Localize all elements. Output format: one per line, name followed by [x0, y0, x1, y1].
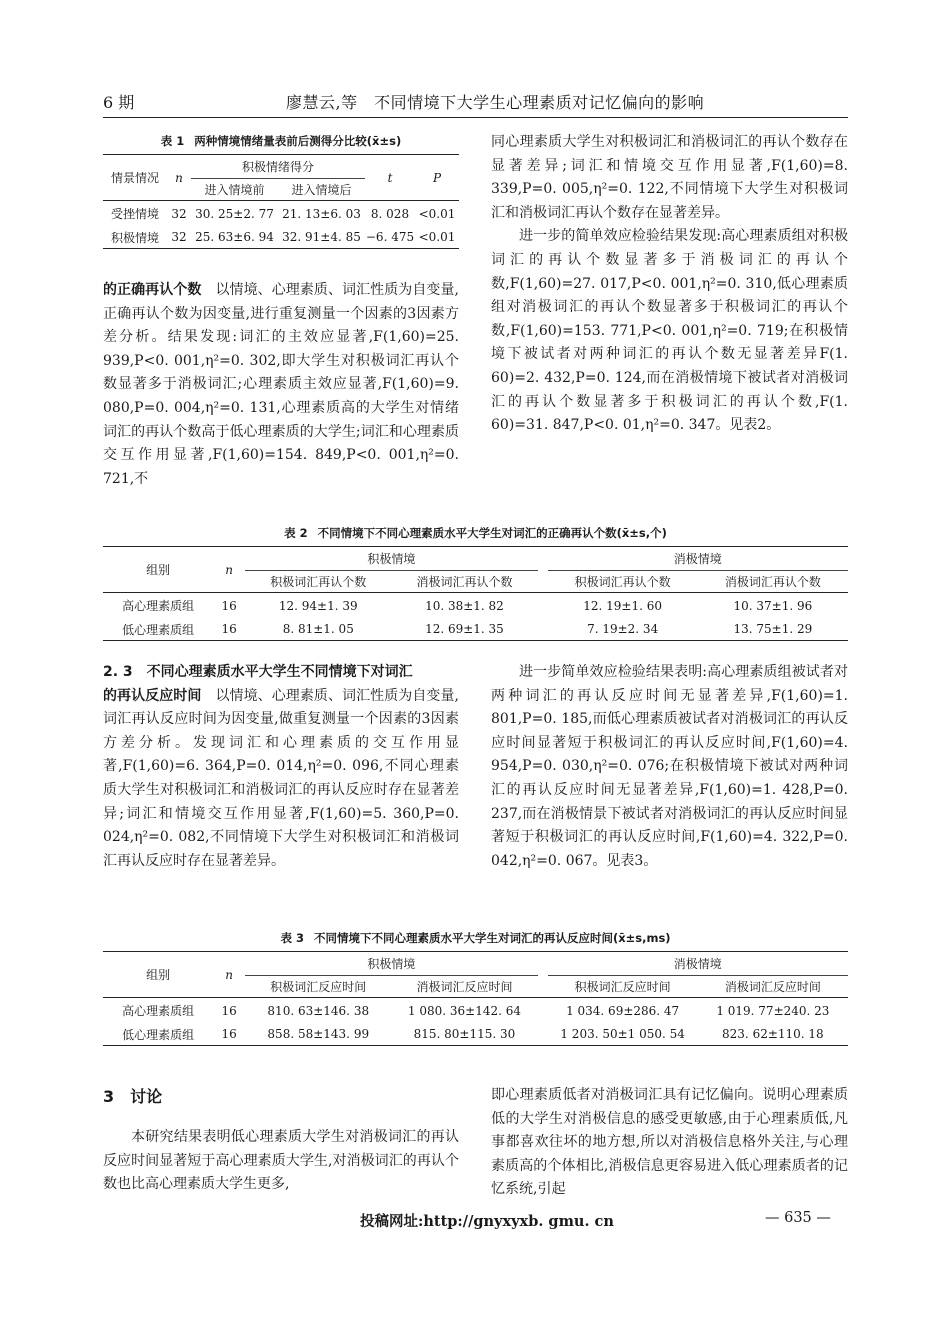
table-row — [103, 227, 459, 249]
table2-cell: 高心理素质组 — [122, 599, 195, 614]
discussion-right-text: 即心理素质低者对消极词汇具有记忆偏向。说明心理素质低的大学生对消极信息的感受更敏感,由于心理素质低,凡事都喜欢往坏的地方想,所以对消极信息格外关注,与心理素质高的个体相比,消极信息更容易进入低心理素质者的记忆系统,引起 — [491, 1087, 848, 1198]
table1-col-t: t — [365, 155, 415, 201]
table1-col-after: 进入情境后 — [278, 179, 365, 201]
table2-sub-neg-1: 消极词汇再认个数 — [391, 571, 537, 593]
table3-title: 不同情境下不同心理素质水平大学生对词汇的再认反应时间(x̄±s,ms) — [313, 931, 671, 945]
table-row — [103, 998, 848, 1024]
table1-cell: 21. 13±6. 03 — [282, 206, 361, 221]
table1-col-scene: 情景情况 — [103, 155, 167, 201]
table2-cell: 16 — [213, 619, 245, 641]
left-paragraph-2 — [103, 661, 459, 873]
left-text-1: 以情境、心理素质、词汇性质为自变量,正确再认个数为因变量,进行重复测量一个因素的3因素方差分析。结果发现:词汇的主效应显著,F(1,60)=25. 939,P<0. 001,η²=0. 302,即大学生对积极词汇再认个数显著多于消极词汇;心理素质主效应显著,F(1,60)=9. 080,P=0. 004,η²=0. 131,心理素质高的大学生对情绪词汇的再认个数高于低心理素质的大学生;词汇和心理素质交互作用显著,F(1,60)=154. 849,P<0. 001,η²=0. 721,不 — [103, 282, 460, 487]
table3-col-group: 组别 — [103, 952, 213, 998]
table3-gap — [538, 976, 548, 998]
running-title: 廖慧云,等 不同情境下大学生心理素质对记忆偏向的影响 — [286, 93, 705, 112]
table3-cell: 16 — [221, 1003, 237, 1018]
header-rule — [103, 117, 848, 118]
table-row — [103, 593, 848, 619]
table2-title: 不同情境下不同心理素质水平大学生对词汇的正确再认个数(x̄±s,个) — [317, 526, 667, 540]
right-paragraph-1b: 进一步的简单效应检验结果发现:高心理素质组对积极词汇的再认个数显著多于消极词汇的再认个数,F(1,60)=27. 017,P<0. 001,η²=0. 310,低心理素质组对消极词汇的再认个数显著多于积极词汇的再认个数,F(1,60)=153. 771,P<0. 001,η²=0. 719;在积极情境下被试者对两种词汇的再认个数无显著差异F(1. 60)=2. 432,P=0. 124,而在消极情境下被试者对消极词汇的再认个数显著多于积极词汇的再认个数,F(1. 60)=31. 847,P<0. 01,η²=0. 347。见表2。 — [491, 228, 848, 434]
table1-cell: 25. 63±6. 94 — [191, 227, 278, 249]
table3-cell: 高心理素质组 — [122, 1004, 195, 1019]
table3-cell: 1 203. 50±1 050. 54 — [548, 1024, 698, 1046]
table1-cell: 32 — [167, 227, 191, 249]
table1-title: 两种情境情绪量表前后测得分比较(x̄±s) — [194, 134, 402, 148]
table2-caption — [103, 525, 848, 541]
table3-cell: 1 034. 69±286. 47 — [566, 1003, 680, 1018]
submission-url: 投稿网址:http://gnyxyxb. gmu. cn — [360, 1213, 614, 1230]
subsection-heading-2-3: 2. 3 不同心理素质水平大学生不同情境下对词汇 — [103, 664, 413, 680]
table3-cell: 1 019. 77±240. 23 — [716, 1003, 830, 1018]
table2-sub-pos-2: 积极词汇再认个数 — [548, 571, 698, 593]
table2-sub-pos-1: 积极词汇再认个数 — [245, 571, 391, 593]
table3-gap — [538, 998, 548, 1024]
table1 — [103, 154, 459, 249]
right-paragraph-2 — [491, 661, 848, 873]
table3-number: 表 3 — [280, 931, 304, 945]
table3-cell: 1 080. 36±142. 64 — [407, 1003, 521, 1018]
table1-cell: 受挫情境 — [110, 207, 159, 222]
table2-cell: 10. 37±1. 96 — [733, 598, 813, 613]
table2-gap — [538, 571, 548, 593]
discussion-left — [103, 1126, 459, 1197]
table3-caption — [103, 930, 848, 946]
table2-col-n: n — [213, 547, 245, 593]
table2-cell: 12. 69±1. 35 — [391, 619, 537, 641]
table3-sub-pos-1: 积极词汇反应时间 — [245, 976, 391, 998]
table2-cell: 12. 94±1. 39 — [278, 598, 358, 613]
table2-number: 表 2 — [284, 526, 308, 540]
table2-gap — [538, 593, 548, 619]
table3-cell: 815. 80±115. 30 — [391, 1024, 537, 1046]
table3-neg-context: 消极情境 — [548, 952, 848, 976]
table3 — [103, 951, 848, 1046]
discussion-right — [491, 1084, 848, 1202]
right-paragraphs-1 — [491, 131, 848, 438]
section-3-title: 3 讨论 — [103, 1087, 163, 1106]
table3-gap — [538, 1024, 548, 1046]
table1-col-before: 进入情境前 — [191, 179, 278, 201]
table3-cell: 16 — [213, 1024, 245, 1046]
table2-cell: 低心理素质组 — [103, 619, 213, 641]
page-number: — 635 — — [765, 1210, 831, 1226]
table3-sub-pos-2: 积极词汇反应时间 — [548, 976, 698, 998]
table1-number: 表 1 — [160, 134, 185, 148]
table1-cell: 32. 91±4. 85 — [278, 227, 365, 249]
table3-pos-context: 积极情境 — [245, 952, 537, 976]
table1-col-p: P — [415, 155, 459, 201]
table2-gap — [538, 619, 548, 641]
table2-gap — [538, 547, 548, 571]
table2-cell: 10. 38±1. 82 — [425, 598, 504, 613]
subsection-heading-2-3-cont: 的再认反应时间 — [103, 687, 202, 704]
table-row — [103, 1024, 848, 1046]
table3-cell: 低心理素质组 — [103, 1024, 213, 1046]
table2-col-group: 组别 — [103, 547, 213, 593]
issue-number: 6 期 — [103, 93, 135, 112]
table3-col-n: n — [213, 952, 245, 998]
right-text-2: 进一步简单效应检验结果表明:高心理素质组被试者对两种词汇的再认反应时间无显著差异,F(1,60)=1. 801,P=0. 185,而低心理素质被试者对消极词汇的再认反应时间显著短于积极词汇的再认反应时间,F(1,60)=4. 954,P=0. 030,η²=0. 076;在积极情境下被试对两种词汇的再认反应时间无显著差异,F(1,60)=1. 428,P=0. 237,而在消极情景下被试者对消极词汇的再认反应时间显著短于积极词汇的再认反应时间,F(1,60)=4. 322,P=0. 042,η²=0. 067。见表3。 — [491, 664, 848, 869]
table3-sub-neg-1: 消极词汇反应时间 — [391, 976, 537, 998]
right-paragraph-1a: 同心理素质大学生对积极词汇和消极词汇的再认个数存在显著差异;词汇和情境交互作用显著,F(1,60)=8. 339,P=0. 005,η²=0. 122,不同情境下大学生对积极词汇和消极词汇再认个数存在显著差异。 — [491, 134, 848, 221]
table3-sub-neg-2: 消极词汇反应时间 — [698, 976, 848, 998]
table3-cell: 823. 62±110. 18 — [698, 1024, 848, 1046]
table2-neg-context: 消极情境 — [548, 547, 848, 571]
table2-cell: 16 — [221, 598, 237, 613]
table3-cell: 858. 58±143. 99 — [245, 1024, 391, 1046]
table1-col-group: 积极情绪得分 — [191, 155, 365, 179]
subsection-lead: 的正确再认个数 — [103, 282, 202, 298]
left-text-2: 以情境、心理素质、词汇性质为自变量,词汇再认反应时间为因变量,做重复测量一个因素的3因素方差分析。发现词汇和心理素质的交互作用显著,F(1,60)=6. 364,P=0. 014,η²=0. 096,不同心理素质大学生对积极词汇和消极词汇的再认反应时存在显著差异;词汇和情境交互作用显著,F(1,60)=5. 360,P=0. 024,η²=0. 082,不同情境下大学生对积极词汇和消极词汇再认反应时存在显著差异。 — [103, 687, 460, 869]
discussion-left-text: 本研究结果表明低心理素质大学生对消极词汇的再认反应时间显著短于高心理素质大学生,对消极词汇的再认个数也比高心理素质大学生更多, — [103, 1129, 459, 1193]
table1-cell: 32 — [171, 206, 187, 221]
table2-cell: 13. 75±1. 29 — [698, 619, 848, 641]
left-paragraph-1 — [103, 279, 459, 491]
table2-pos-context: 积极情境 — [245, 547, 537, 571]
table1-cell: <0.01 — [415, 227, 459, 249]
table1-caption — [103, 133, 459, 149]
table1-col-n: n — [167, 155, 191, 201]
table3-cell: 810. 63±146. 38 — [267, 1003, 370, 1018]
table3-gap — [538, 952, 548, 976]
table2 — [103, 546, 848, 641]
table-row — [103, 619, 848, 641]
table1-cell: <0.01 — [418, 206, 456, 221]
table1-cell: 30. 25±2. 77 — [195, 206, 274, 221]
table2-cell: 12. 19±1. 60 — [583, 598, 663, 613]
table1-cell: 8. 028 — [370, 206, 410, 221]
table-row — [103, 201, 459, 227]
table2-sub-neg-2: 消极词汇再认个数 — [698, 571, 848, 593]
table1-cell: 积极情境 — [103, 227, 167, 249]
table2-cell: 7. 19±2. 34 — [548, 619, 698, 641]
table1-cell: −6. 475 — [365, 227, 415, 249]
table2-cell: 8. 81±1. 05 — [245, 619, 391, 641]
